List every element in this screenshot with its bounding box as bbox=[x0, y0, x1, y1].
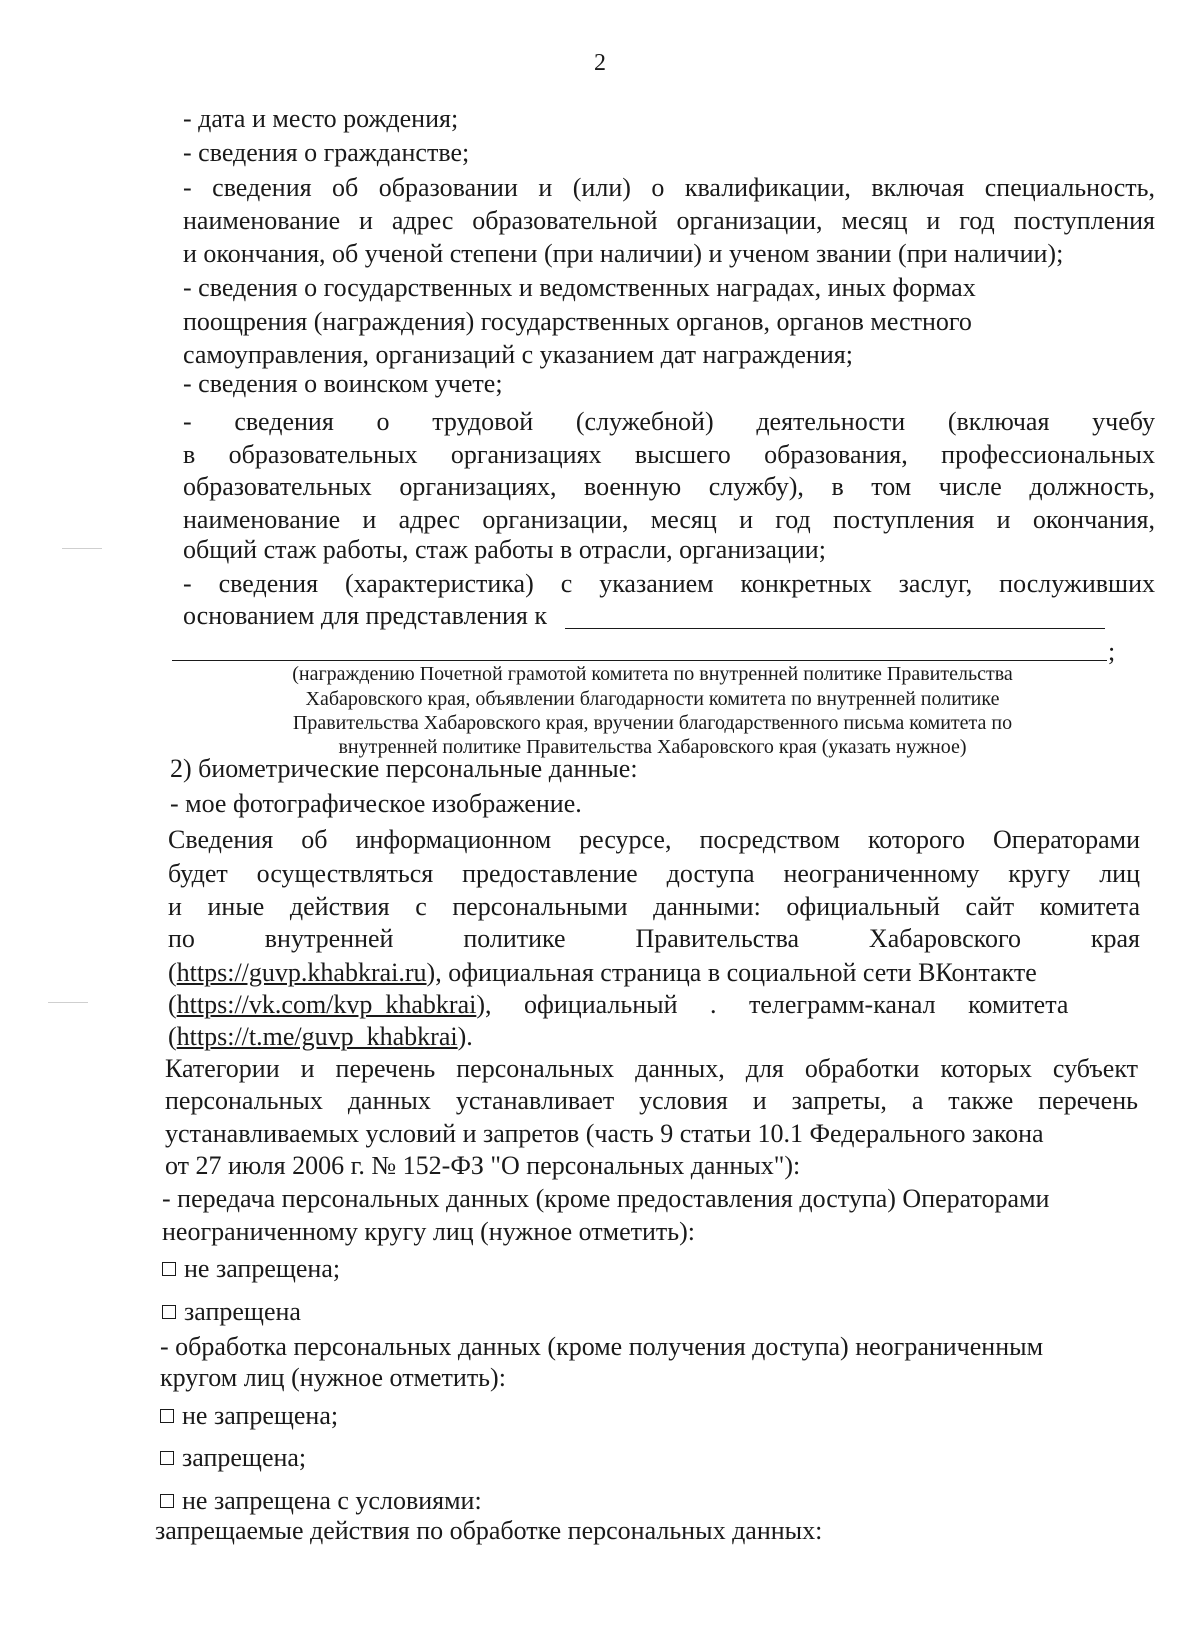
item-work-line-5: общий стаж работы, стаж работы в отрасли, организации; bbox=[183, 535, 826, 564]
checkbox-icon[interactable] bbox=[160, 1409, 174, 1423]
processing-option-with-conditions[interactable]: не запрещена с условиями: bbox=[160, 1485, 482, 1516]
item-citizenship: - сведения о гражданстве; bbox=[183, 138, 470, 167]
checkbox-icon[interactable] bbox=[162, 1262, 176, 1276]
item-awards-line-1: - сведения о государственных и ведомственных наградах, иных формах bbox=[183, 273, 976, 302]
biometric-title: 2) биометрические персональные данные: bbox=[170, 754, 638, 783]
checkbox-icon[interactable] bbox=[160, 1451, 174, 1465]
transfer-line-1: - передача персональных данных (кроме предоставления доступа) Операторами bbox=[162, 1184, 1050, 1213]
resource-line-5: (https://guvp.khabkrai.ru), официальная страница в социальной сети ВКонтакте bbox=[168, 958, 1037, 987]
item-work-line-2: в образовательных организациях высшего образования, профессиональных bbox=[183, 440, 1155, 469]
transfer-option-prohibited[interactable]: запрещена bbox=[162, 1296, 301, 1327]
item-military: - сведения о воинском учете; bbox=[183, 369, 503, 398]
item-work-line-1: - сведения о трудовой (служебной) деятельности (включая учебу bbox=[183, 407, 1155, 436]
page-number: 2 bbox=[594, 50, 606, 76]
transfer-line-2: неограниченному кругу лиц (нужное отметить): bbox=[162, 1217, 695, 1246]
footnote-line-4: внутренней политике Правительства Хабаровского края (указать нужное) bbox=[338, 736, 967, 758]
item-work-line-3: образовательных организациях, военную службу), в том числе должность, bbox=[183, 472, 1155, 501]
telegram-link[interactable]: https://t.me/guvp_khabkrai bbox=[176, 1022, 458, 1051]
footnote-line-2: Хабаровского края, объявлении благодарности комитета по внутренней политике bbox=[305, 688, 1000, 710]
merit-blank-line-2 bbox=[172, 660, 1107, 661]
item-education-line-3: и окончания, об ученой степени (при наличии) и ученом звании (при наличии); bbox=[183, 239, 1064, 268]
resource-line-3: и иные действия с персональными данными: официальный сайт комитета bbox=[168, 892, 1140, 921]
resource-line-7: (https://t.me/guvp_khabkrai). bbox=[168, 1022, 473, 1051]
resource-line-2: будет осуществляться предоставление доступа неограниченному кругу лиц bbox=[168, 859, 1140, 888]
item-merit-line-1: - сведения (характеристика) с указанием конкретных заслуг, послуживших bbox=[183, 569, 1155, 598]
prohibited-actions-label: запрещаемые действия по обработке персональных данных: bbox=[155, 1516, 823, 1545]
checkbox-icon[interactable] bbox=[162, 1305, 176, 1319]
footnote-line-1: (награждению Почетной грамотой комитета по внутренней политике Правительства bbox=[292, 663, 1013, 685]
merit-blank-semicolon: ; bbox=[1108, 637, 1116, 666]
processing-option-prohibited[interactable]: запрещена; bbox=[160, 1442, 306, 1473]
item-education-line-1: - сведения об образовании и (или) о квалификации, включая специальность, bbox=[183, 173, 1155, 202]
biometric-photo: - мое фотографическое изображение. bbox=[170, 789, 582, 818]
processing-option-not-prohibited[interactable]: не запрещена; bbox=[160, 1400, 338, 1431]
item-awards-line-3: самоуправления, организаций с указанием дат награждения; bbox=[183, 340, 853, 369]
item-birth: - дата и место рождения; bbox=[183, 104, 459, 133]
resource-line-4: по внутренней политике Правительства Хабаровского края bbox=[168, 924, 1140, 953]
resource-line-6: (https://vk.com/kvp_khabkrai), официальный . телеграмм-канал комитета bbox=[168, 990, 1069, 1019]
checkbox-icon[interactable] bbox=[160, 1494, 174, 1508]
categories-line-3: устанавливаемых условий и запретов (часть 9 статьи 10.1 Федерального закона bbox=[165, 1119, 1044, 1148]
categories-line-4: от 27 июля 2006 г. № 152-ФЗ "О персональных данных"): bbox=[165, 1151, 801, 1180]
processing-line-2: кругом лиц (нужное отметить): bbox=[160, 1363, 506, 1392]
resource-line-1: Сведения об информационном ресурсе, посредством которого Операторами bbox=[168, 825, 1140, 854]
scan-mark bbox=[48, 1002, 88, 1003]
footnote-line-3: Правительства Хабаровского края, вручении благодарственного письма комитета по bbox=[292, 712, 1013, 734]
site-link[interactable]: https://guvp.khabkrai.ru bbox=[176, 958, 427, 987]
scan-mark bbox=[62, 548, 102, 549]
item-merit-line-2: основанием для представления к bbox=[183, 601, 548, 630]
item-awards-line-2: поощрения (награждения) государственных органов, органов местного bbox=[183, 307, 972, 336]
vk-link[interactable]: https://vk.com/kvp_khabkrai bbox=[176, 990, 477, 1019]
categories-line-2: персональных данных устанавливает условия и запреты, а также перечень bbox=[165, 1086, 1138, 1115]
item-work-line-4: наименование и адрес организации, месяц и год поступления и окончания, bbox=[183, 505, 1155, 534]
processing-line-1: - обработка персональных данных (кроме получения доступа) неограниченным bbox=[160, 1332, 1044, 1361]
item-education-line-2: наименование и адрес образовательной организации, месяц и год поступления bbox=[183, 206, 1155, 235]
transfer-option-not-prohibited[interactable]: не запрещена; bbox=[162, 1253, 340, 1284]
categories-line-1: Категории и перечень персональных данных, для обработки которых субъект bbox=[165, 1054, 1138, 1083]
merit-blank-line-1 bbox=[565, 628, 1105, 629]
